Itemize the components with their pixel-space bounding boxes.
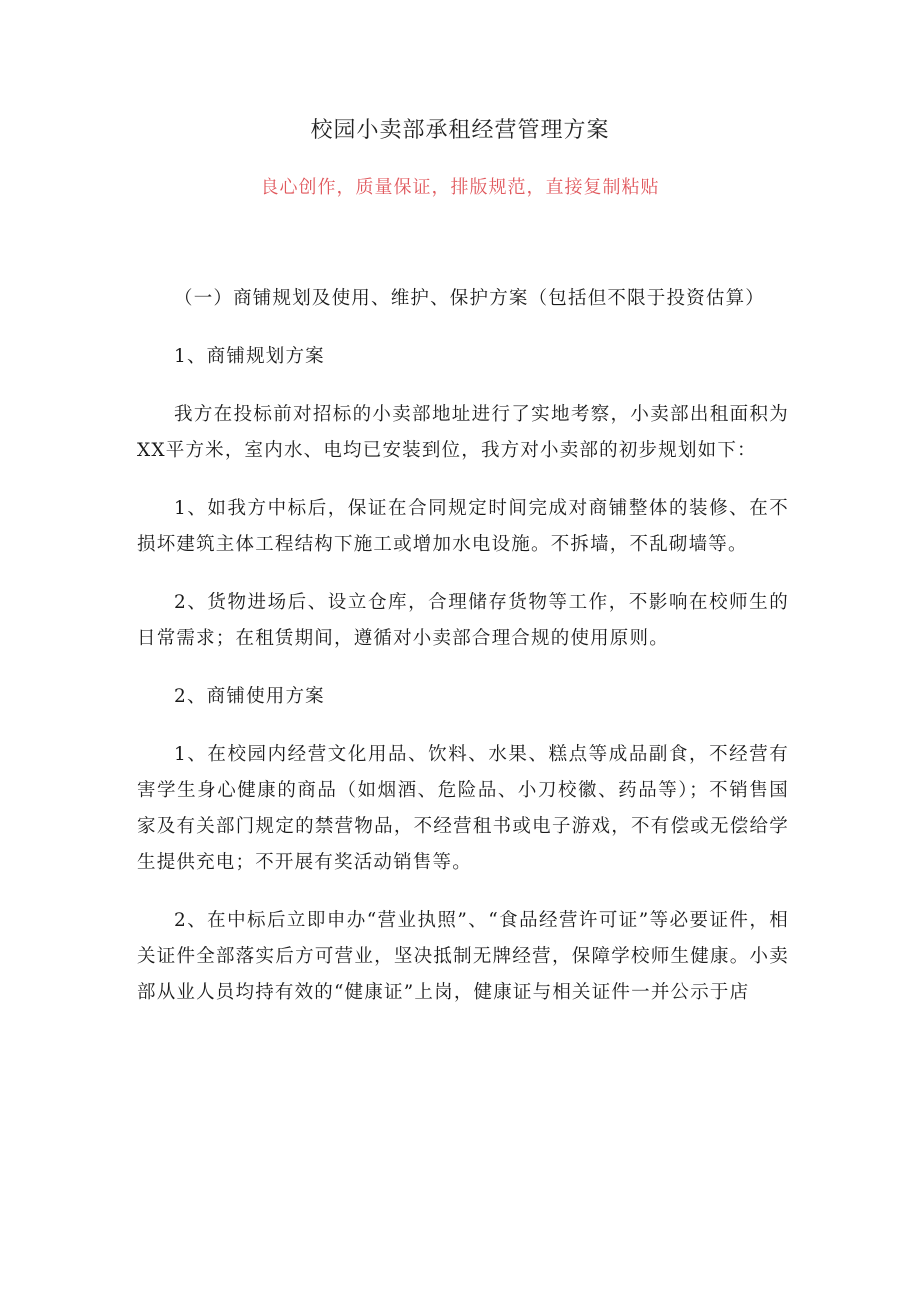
document-subtitle: 良心创作，质量保证，排版规范，直接复制粘贴 — [260, 177, 660, 198]
document-title: 校园小卖部承租经营管理方案 — [310, 118, 610, 143]
subsection-heading-usage: 2、商铺使用方案 — [174, 686, 325, 707]
paragraph: 1、在校园内经营文化用品、饮料、水果、糕点等成品副食，不经营有害学生身心健康的商品（如烟酒、危险品、小刀校徽、药品等）；不销售国家及有关部门规定的禁营物品，不经营租书或电子游戏，不有偿或无偿给学生提供充电；不开展有奖活动销售等。 — [137, 744, 789, 873]
subsection-heading-planning: 1、商铺规划方案 — [174, 346, 325, 367]
paragraph: 我方在投标前对招标的小卖部地址进行了实地考察，小卖部出租面积为XX平方米，室内水、电均已安装到位，我方对小卖部的初步规划如下： — [137, 404, 789, 461]
paragraph: 2、货物进场后、设立仓库，合理储存货物等工作，不影响在校师生的日常需求；在租赁期间，遵循对小卖部合理合规的使用原则。 — [137, 592, 789, 649]
document-body — [137, 281, 789, 1033]
section-heading: （一）商铺规划及使用、维护、保护方案（包括但不限于投资估算） — [174, 288, 766, 309]
paragraph: 1、如我方中标后，保证在合同规定时间完成对商铺整体的装修、在不损坏建筑主体工程结构下施工或增加水电设施。不拆墙，不乱砌墙等。 — [137, 498, 789, 555]
paragraph: 2、在中标后立即申办“营业执照”、“食品经营许可证”等必要证件，相关证件全部落实后方可营业，坚决抵制无牌经营，保障学校师生健康。小卖部从业人员均持有效的“健康证”上岗，健康证与相关证件一并公示于店 — [137, 910, 789, 1003]
